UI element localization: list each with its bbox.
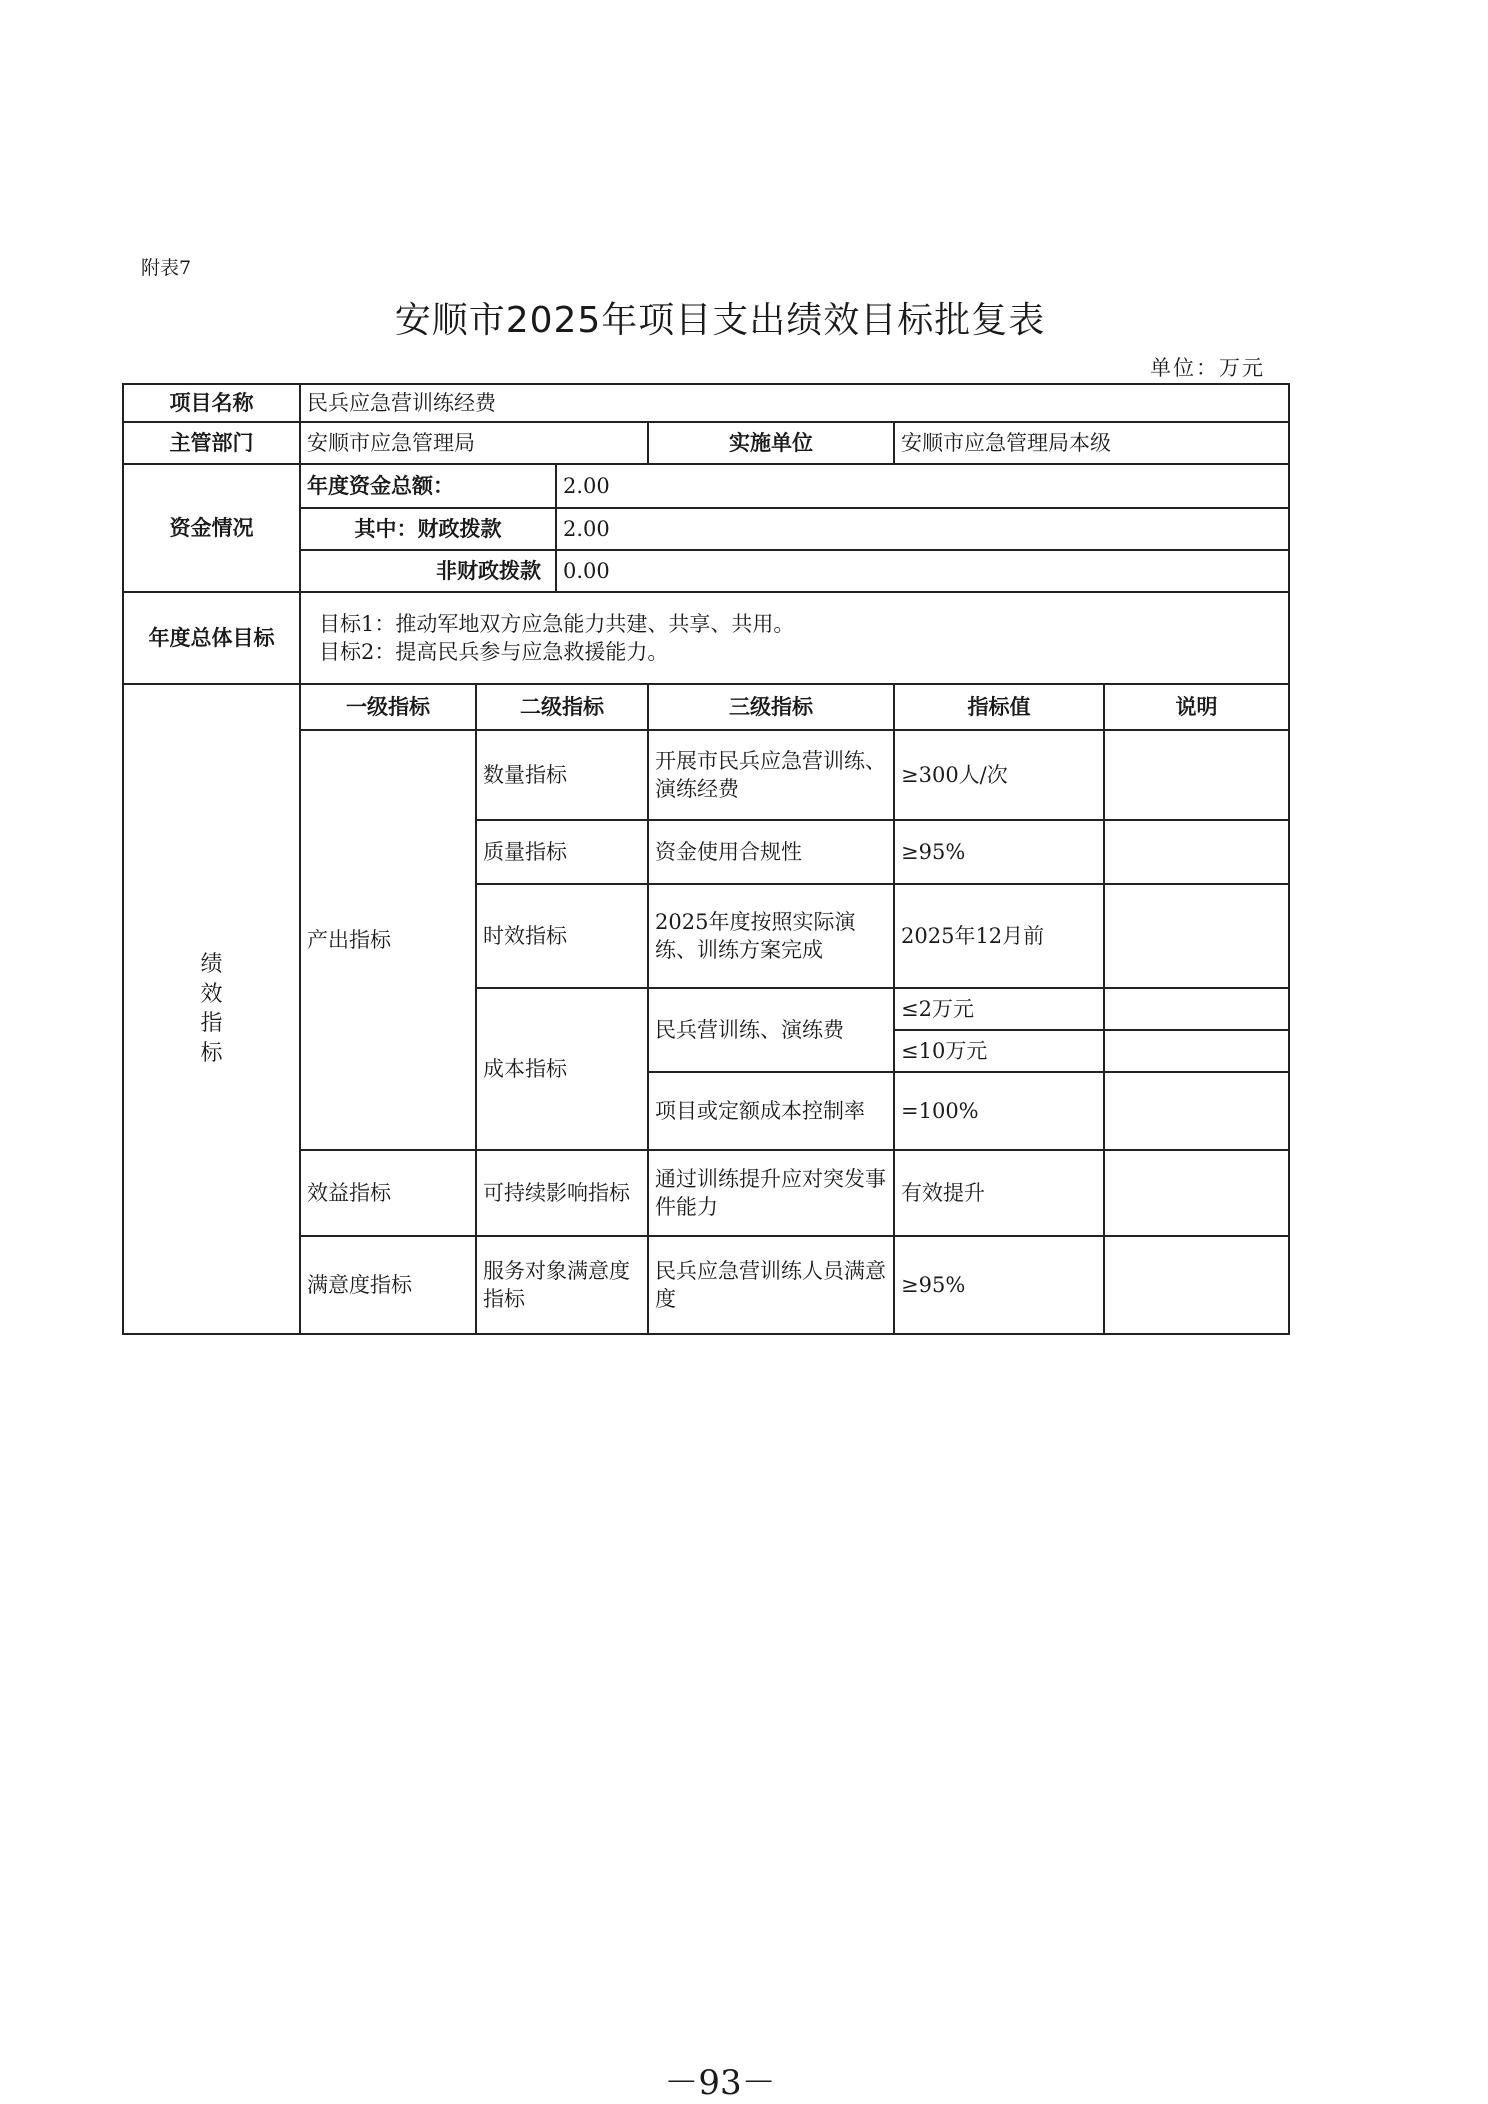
satisfaction-level2: 服务对象满意度指标 bbox=[476, 1236, 648, 1334]
annual-goal-label: 年度总体目标 bbox=[123, 592, 300, 684]
project-name-value: 民兵应急营训练经费 bbox=[300, 384, 1289, 422]
annual-goal-value bbox=[300, 592, 1289, 684]
benefit-remark bbox=[1104, 1150, 1289, 1236]
cost-item1-remark-b bbox=[1104, 1030, 1289, 1072]
header-value: 指标值 bbox=[894, 684, 1104, 730]
department-value: 安顺市应急管理局 bbox=[300, 422, 648, 464]
performance-char-2: 效 bbox=[200, 981, 223, 1007]
implementer-label: 实施单位 bbox=[648, 422, 894, 464]
benefit-level2: 可持续影响指标 bbox=[476, 1150, 648, 1236]
timeliness-remark bbox=[1104, 884, 1289, 988]
satisfaction-level1: 满意度指标 bbox=[300, 1236, 476, 1334]
benefit-value: 有效提升 bbox=[894, 1150, 1104, 1236]
satisfaction-value: ≥95% bbox=[894, 1236, 1104, 1334]
unit-label: 单位：万元 bbox=[1150, 356, 1265, 380]
cost-item1-level3: 民兵营训练、演练费 bbox=[648, 988, 894, 1072]
header-level1: 一级指标 bbox=[300, 684, 476, 730]
benefit-level1: 效益指标 bbox=[300, 1150, 476, 1236]
row-department bbox=[123, 422, 1289, 464]
timeliness-value: 2025年12月前 bbox=[894, 884, 1104, 988]
quantity-value: ≥300人/次 bbox=[894, 730, 1104, 820]
quality-value: ≥95% bbox=[894, 820, 1104, 884]
performance-target-table bbox=[122, 383, 1290, 1335]
annual-total-label: 年度资金总额： bbox=[300, 464, 556, 508]
row-indicator-header bbox=[123, 684, 1289, 730]
goal-1: 目标1：推动军地双方应急能力共建、共享、共用。 bbox=[319, 612, 795, 636]
non-fiscal-value: 0.00 bbox=[556, 550, 1289, 592]
performance-label bbox=[123, 684, 300, 1334]
timeliness-level2: 时效指标 bbox=[476, 884, 648, 988]
funding-label: 资金情况 bbox=[123, 464, 300, 592]
row-project-name bbox=[123, 384, 1289, 422]
goal-2: 目标2：提高民兵参与应急救援能力。 bbox=[319, 640, 669, 665]
quality-level3: 资金使用合规性 bbox=[648, 820, 894, 884]
row-annual-total bbox=[123, 464, 1289, 508]
cost-item2-value: =100% bbox=[894, 1072, 1104, 1150]
cost-item1-remark-a bbox=[1104, 988, 1289, 1030]
performance-char-3: 指 bbox=[200, 1011, 223, 1037]
benefit-level3: 通过训练提升应对突发事件能力 bbox=[648, 1150, 894, 1236]
attachment-label: 附表7 bbox=[141, 257, 192, 279]
satisfaction-level3: 民兵应急营训练人员满意度 bbox=[648, 1236, 894, 1334]
quality-level2: 质量指标 bbox=[476, 820, 648, 884]
quantity-level2: 数量指标 bbox=[476, 730, 648, 820]
quality-remark bbox=[1104, 820, 1289, 884]
quantity-remark bbox=[1104, 730, 1289, 820]
page-number: －93－ bbox=[664, 2063, 776, 2103]
annual-total-value: 2.00 bbox=[556, 464, 1289, 508]
quantity-level3: 开展市民兵应急营训练、演练经费 bbox=[648, 730, 894, 820]
row-annual-goal bbox=[123, 592, 1289, 684]
performance-char-1: 绩 bbox=[200, 951, 223, 977]
output-level1: 产出指标 bbox=[300, 730, 476, 1150]
non-fiscal-label: 非财政拨款 bbox=[300, 550, 556, 592]
fiscal-value: 2.00 bbox=[556, 508, 1289, 550]
implementer-value: 安顺市应急管理局本级 bbox=[894, 422, 1289, 464]
cost-item2-remark bbox=[1104, 1072, 1289, 1150]
header-level2: 二级指标 bbox=[476, 684, 648, 730]
page-title: 安顺市2025年项目支出绩效目标批复表 bbox=[394, 300, 1046, 341]
fiscal-label: 其中：财政拨款 bbox=[300, 508, 556, 550]
cost-item1-value-a: ≤2万元 bbox=[894, 988, 1104, 1030]
satisfaction-remark bbox=[1104, 1236, 1289, 1334]
header-remark: 说明 bbox=[1104, 684, 1289, 730]
performance-char-4: 标 bbox=[200, 1041, 223, 1067]
project-name-label: 项目名称 bbox=[123, 384, 300, 422]
department-label: 主管部门 bbox=[123, 422, 300, 464]
header-level3: 三级指标 bbox=[648, 684, 894, 730]
cost-level2: 成本指标 bbox=[476, 988, 648, 1150]
cost-item2-level3: 项目或定额成本控制率 bbox=[648, 1072, 894, 1150]
timeliness-level3: 2025年度按照实际演练、训练方案完成 bbox=[648, 884, 894, 988]
cost-item1-value-b: ≤10万元 bbox=[894, 1030, 1104, 1072]
